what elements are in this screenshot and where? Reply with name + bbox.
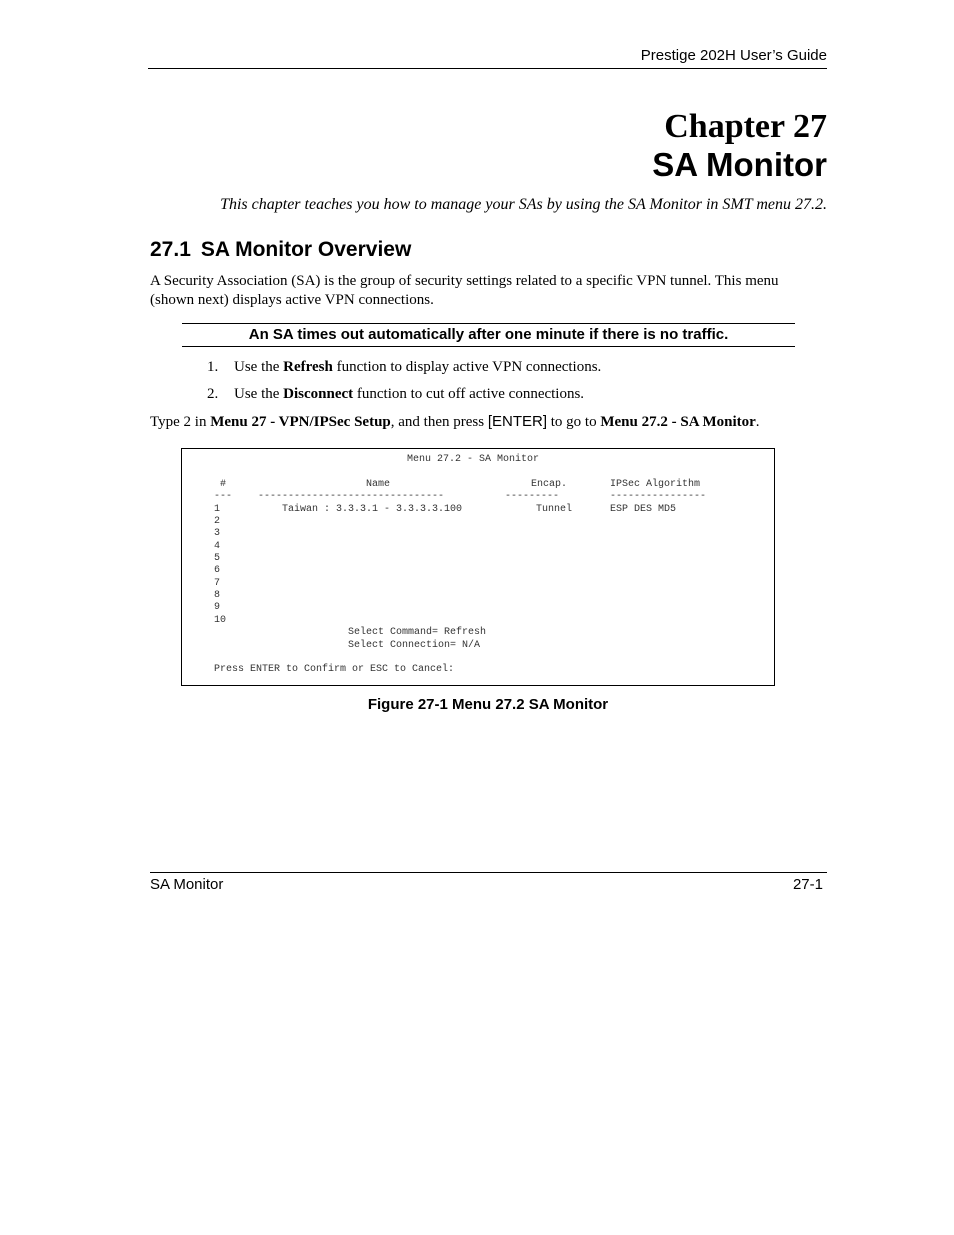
step-keyword: Refresh	[283, 359, 333, 375]
separator-name: -------------------------------	[258, 491, 445, 502]
instruction-line	[150, 413, 760, 431]
figure-caption: Figure 27-1 Menu 27.2 SA Monitor	[367, 696, 609, 713]
row-algorithm: ESP DES MD5	[610, 504, 677, 515]
select-command-field[interactable]: Select Command= Refresh	[348, 627, 487, 638]
separator-encap: ---------	[505, 491, 560, 502]
row-number: 7	[214, 578, 221, 589]
section-title: SA Monitor Overview	[200, 238, 412, 261]
row-name: Taiwan : 3.3.3.1 - 3.3.3.3.100	[282, 504, 463, 515]
section-heading	[150, 238, 411, 262]
column-header-algorithm: IPSec Algorithm	[610, 479, 701, 490]
column-header-name: Name	[366, 479, 391, 490]
instruction-text: to go to	[547, 414, 601, 430]
step-text: function to display active VPN connections.	[332, 359, 602, 375]
step-item	[207, 386, 601, 413]
row-encap: Tunnel	[536, 504, 573, 515]
row-number: 4	[214, 541, 221, 552]
step-number: 2.	[207, 386, 219, 402]
note-box: An SA times out automatically after one minute if there is no traffic.	[182, 323, 795, 347]
step-number: 1.	[207, 359, 219, 375]
page-number: 27-1	[792, 876, 823, 893]
chapter-number: Chapter 27	[664, 108, 827, 145]
section-number: 27.1	[150, 238, 191, 261]
row-number: 9	[214, 602, 221, 613]
instruction-text: , and then press	[390, 414, 488, 430]
instruction-text: .	[755, 414, 760, 430]
row-number: 8	[214, 590, 221, 601]
menu-reference: Menu 27 - VPN/IPSec Setup	[210, 414, 391, 430]
chapter-intro: This chapter teaches you how to manage your SAs by using the SA Monitor in SMT menu 27.2.	[220, 196, 827, 213]
row-number: 1	[214, 504, 221, 515]
step-keyword: Disconnect	[283, 386, 354, 402]
select-connection-field[interactable]: Select Connection= N/A	[348, 640, 481, 651]
menu-reference: Menu 27.2 - SA Monitor	[600, 414, 756, 430]
chapter-title: SA Monitor	[652, 146, 827, 183]
separator-number: ---	[214, 491, 233, 502]
overview-paragraph: A Security Association (SA) is the group of security settings related to a specific VPN tunnel. This menu (shown next) displays active VPN connections.	[150, 273, 779, 308]
instruction-text: Type 2 in	[150, 414, 211, 430]
step-text: function to cut off active connections.	[353, 386, 585, 402]
row-number: 2	[214, 516, 221, 527]
footer-section-name: SA Monitor	[150, 876, 224, 893]
separator-algorithm: ----------------	[610, 491, 707, 502]
page-footer	[150, 872, 827, 893]
column-header-encap: Encap.	[531, 479, 568, 490]
step-text: Use the	[234, 359, 284, 375]
screen-title: Menu 27.2 - SA Monitor	[407, 454, 540, 465]
row-number: 6	[214, 565, 221, 576]
column-header-number: #	[220, 479, 227, 490]
enter-key-label: [ENTER]	[487, 413, 548, 430]
row-number: 10	[214, 615, 227, 626]
step-text: Use the	[234, 386, 284, 402]
row-number: 3	[214, 528, 221, 539]
running-header: Prestige 202H User’s Guide	[148, 47, 827, 69]
row-number: 5	[214, 553, 221, 564]
confirm-prompt: Press ENTER to Confirm or ESC to Cancel:	[214, 664, 455, 675]
step-list	[207, 359, 601, 413]
sa-monitor-screen	[181, 448, 775, 686]
step-item	[207, 359, 601, 386]
